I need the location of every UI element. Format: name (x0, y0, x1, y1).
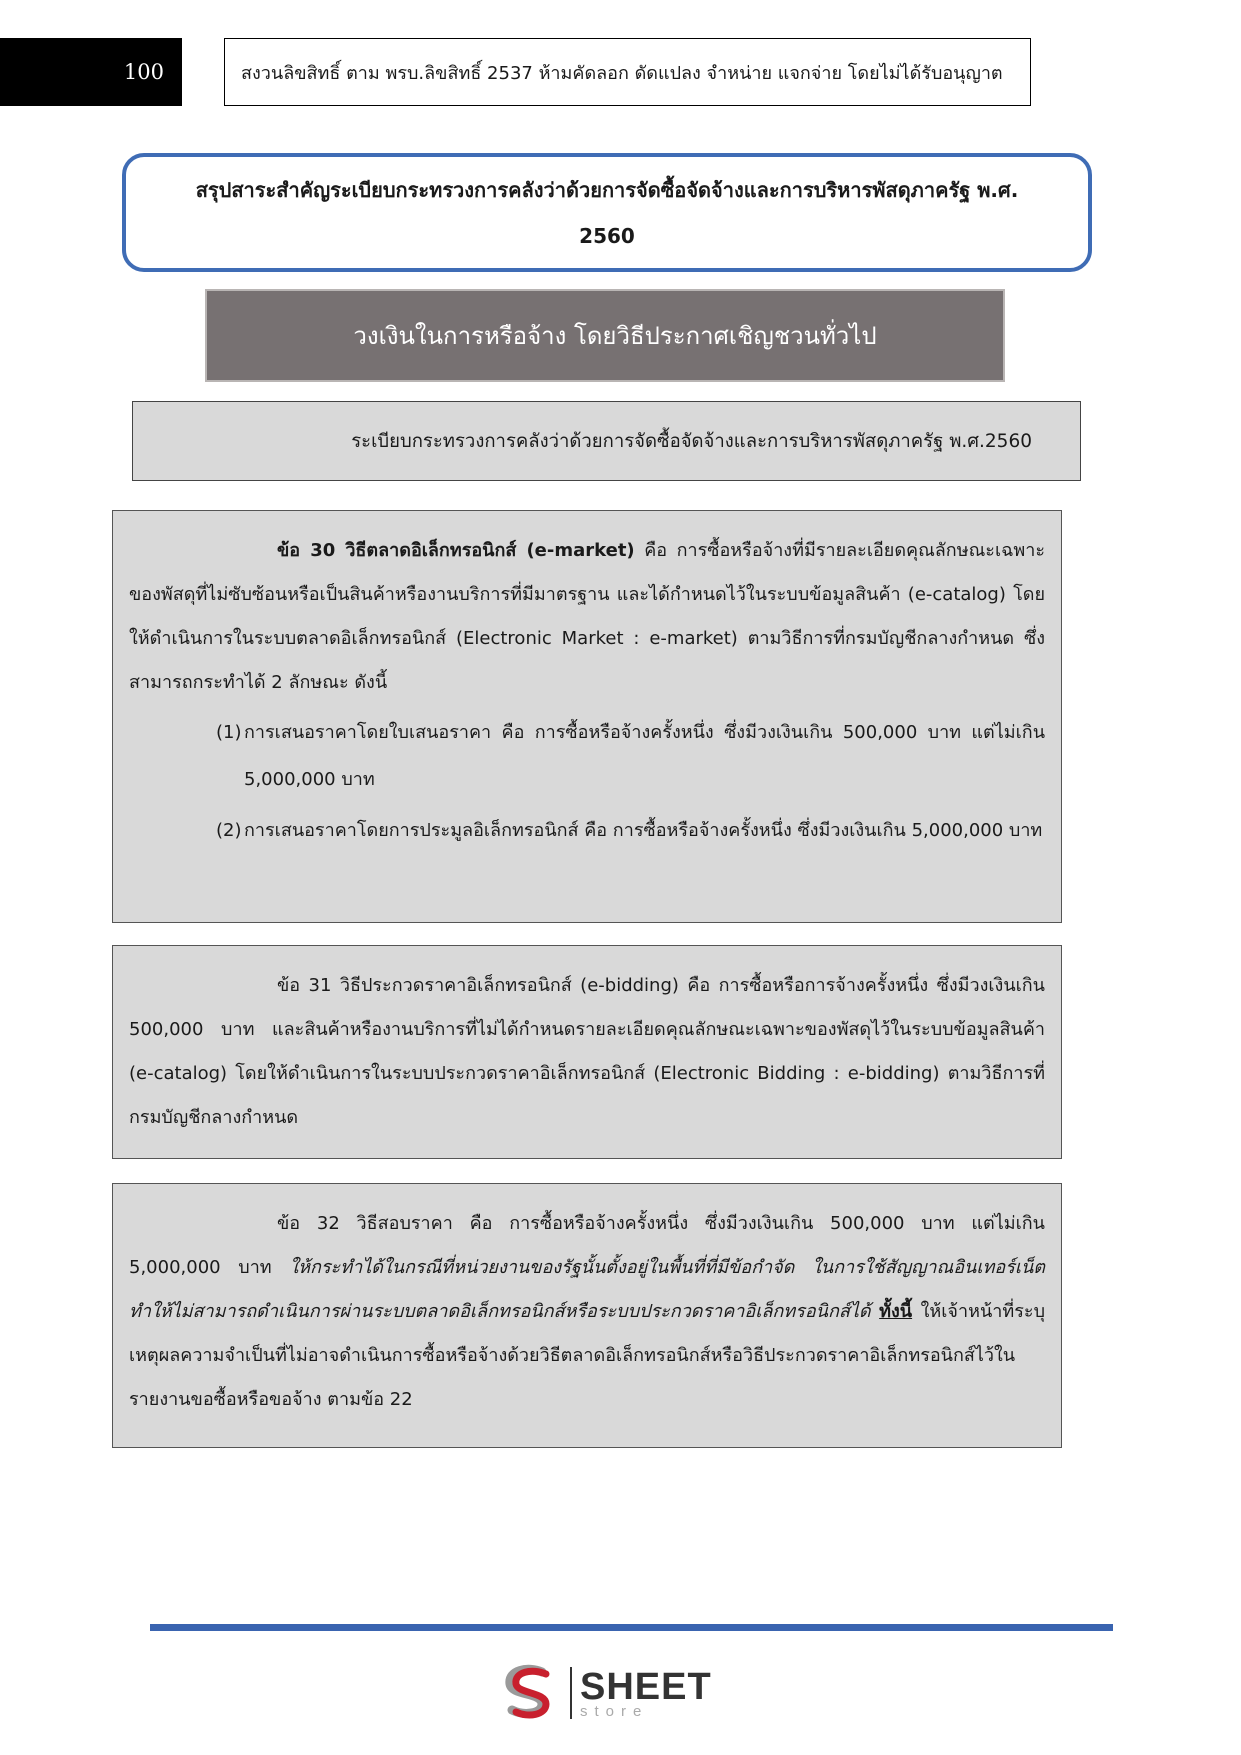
clause-30-box (112, 510, 1062, 923)
clause-30-heading: ข้อ 30 วิธีตลาดอิเล็กทรอนิกส์ (e-market) (277, 540, 635, 561)
logo-separator (570, 1667, 572, 1719)
copyright-text: สงวนลิขสิทธิ์ ตาม พรบ.ลิขสิทธิ์ 2537 ห้ามคัดลอก ดัดแปลง จำหน่าย แจกจ่าย โดยไม่ได้รับอนุญาต (241, 62, 1003, 84)
page-number (0, 38, 182, 106)
section-heading-band (205, 289, 1005, 382)
clause-30-item-1 (129, 709, 1045, 803)
clause-32-part-1: ข้อ 32 วิธีสอบราคา คือ การซื้อหรือจ้างครั้งหนึ่ง ซึ่งมีวงเงินเกิน 500,000 บาท แต่ไม่เกิน 5,000,000 บาท (129, 1213, 1045, 1278)
section-heading-text: วงเงินในการหรือจ้าง โดยวิธีประกาศเชิญชวนทั่วไป (353, 322, 877, 350)
title-line-1: สรุปสาระสำคัญระเบียบกระทรวงการคลังว่าด้วยการจัดซื้อจัดจ้างและการบริหารพัสดุภาครัฐ พ.ศ. (195, 178, 1019, 202)
sheet-store-logo (498, 1662, 712, 1724)
logo-wordmark (580, 1665, 712, 1720)
clause-30-item-2-number: (2) (216, 820, 242, 841)
footer-divider (150, 1624, 1113, 1631)
logo-main-text: SHEET (580, 1665, 712, 1708)
clause-30-body: คือ การซื้อหรือจ้างที่มีรายละเอียดคุณลักษณะเฉพาะของพัสดุที่ไม่ซับซ้อนหรือเป็นสินค้าหรืองานบริการที่มีมาตรฐาน และได้กำหนดไว้ในระบบข้อมูลสินค้า (e-catalog) โดยให้ดำเนินการในระบบตลาดอิเล็กทรอนิกส์ (Electronic Market : e-market) ตามวิธีการที่กรมบัญชีกลางกำหนด ซึ่งสามารถกระทำได้ 2 ลักษณะ ดังนี้ (129, 540, 1045, 693)
clause-31-paragraph (129, 964, 1045, 1140)
copyright-notice (224, 38, 1031, 106)
clause-32-part-4: ให้เจ้าหน้าที่ระบุเหตุผลความจำเป็นที่ไม่อาจดำเนินการซื้อหรือจ้างด้วยวิธีตลาดอิเล็กทรอนิกส์หรือวิธีประกวดราคาอิเล็กทรอนิกส์ไว้ในรายงานขอซื้อหรือขอจ้าง ตามข้อ 22 (129, 1301, 1045, 1410)
clause-30-paragraph (129, 529, 1045, 705)
clause-30-item-1-number: (1) (216, 722, 242, 743)
page-number-text: 100 (123, 60, 164, 84)
clause-30-item-1-text: การเสนอราคาโดยใบเสนอราคา คือ การซื้อหรือจ้างครั้งหนึ่ง ซึ่งมีวงเงินเกิน 500,000 บาท แต่ไม่เกิน 5,000,000 บาท (244, 722, 1045, 790)
clause-31-box (112, 945, 1062, 1159)
document-title (122, 153, 1092, 272)
title-line-2: 2560 (579, 224, 635, 248)
clause-30-item-2 (129, 807, 1045, 854)
clause-32-paragraph (129, 1202, 1045, 1422)
clause-32-italic-condition: ให้กระทำได้ในกรณีที่หน่วยงานของรัฐนั้นตั้งอยู่ในพื้นที่ที่มีข้อกำจัด ในการใช้สัญญาณอินเทอร์เน็ต ทำให้ไม่สามารถดำเนินการผ่านระบบตลาดอิเล็กทรอนิกส์หรือระบบประกวดราคาอิเล็กทรอนิกส์ได้ (129, 1257, 1045, 1322)
clause-32-emphasis: ทั้งนี้ (879, 1301, 913, 1322)
clause-32-box (112, 1183, 1062, 1448)
regulation-title-text: ระเบียบกระทรวงการคลังว่าด้วยการจัดซื้อจัดจ้างและการบริหารพัสดุภาครัฐ พ.ศ.2560 (351, 430, 1032, 452)
logo-sub-text: store (580, 1702, 649, 1720)
clause-31-body: ข้อ 31 วิธีประกวดราคาอิเล็กทรอนิกส์ (e-bidding) คือ การซื้อหรือการจ้างครั้งหนึ่ง ซึ่งมีวงเงินเกิน 500,000 บาท และสินค้าหรืองานบริการที่ไม่ได้กำหนดรายละเอียดคุณลักษณะเฉพาะของพัสดุไว้ในระบบข้อมูลสินค้า (e-catalog) โดยให้ดำเนินการในระบบประกวดราคาอิเล็กทรอนิกส์ (Electronic Bidding : e-bidding) ตามวิธีการที่กรมบัญชีกลางกำหนด (129, 975, 1045, 1128)
clause-30-item-2-text: การเสนอราคาโดยการประมูลอิเล็กทรอนิกส์ คือ การซื้อหรือจ้างครั้งหนึ่ง ซึ่งมีวงเงินเกิน 5,000,000 บาท (244, 820, 1043, 841)
regulation-title-box (132, 401, 1081, 481)
sheet-store-s-logo-icon (498, 1662, 560, 1724)
